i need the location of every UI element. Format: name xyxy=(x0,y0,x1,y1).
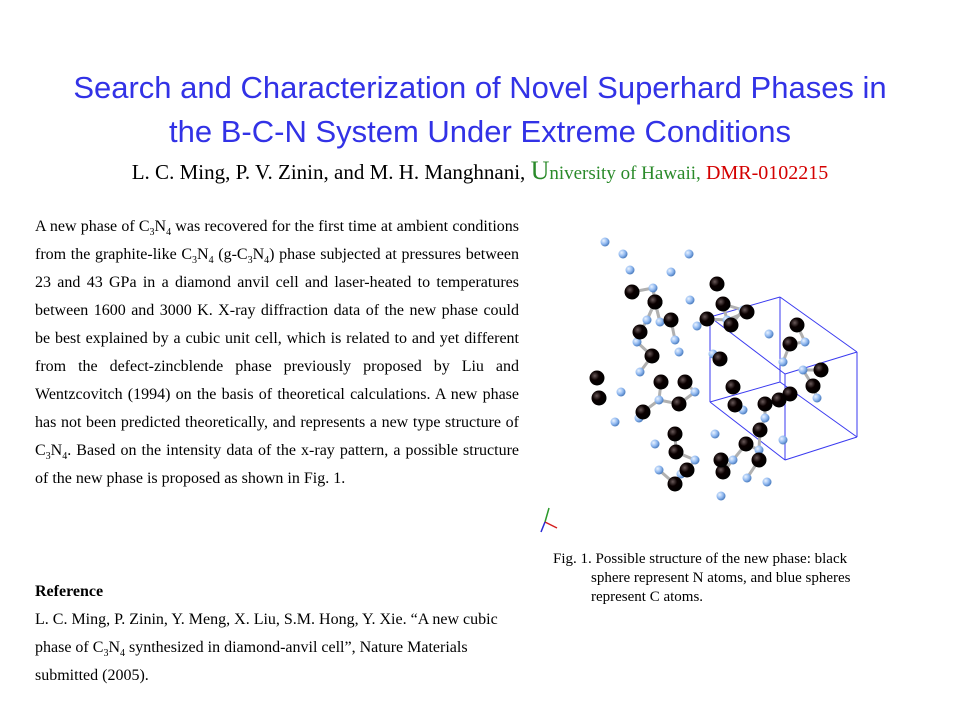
abstract-text: . Based on the intensity data of the x-ray pattern, a possible structure of the new phase is proposed as shown in Fig. 1. xyxy=(35,442,519,487)
carbon-atom xyxy=(765,330,774,339)
author-names: L. C. Ming, P. V. Zinin, and M. H. Manghnani, xyxy=(131,160,526,184)
abstract-text: N xyxy=(154,218,167,235)
abstract-text: was recovered for the first time at ambient conditions from the graphite-like C xyxy=(35,218,519,263)
abstract-text: (g-C xyxy=(213,246,248,263)
nitrogen-atom xyxy=(783,337,798,352)
nitrogen-atom xyxy=(668,427,683,442)
carbon-atom xyxy=(656,318,665,327)
axis-z-line xyxy=(541,522,545,532)
nitrogen-atom xyxy=(739,437,754,452)
carbon-atom xyxy=(651,440,660,449)
carbon-atom xyxy=(649,284,658,293)
unit-cell-edge xyxy=(785,437,857,460)
carbon-atom xyxy=(685,250,694,259)
crystal-structure-figure xyxy=(535,222,915,542)
subscript: 3 xyxy=(247,255,253,267)
carbon-atom xyxy=(655,466,664,475)
nitrogen-atom xyxy=(713,352,728,367)
nitrogen-atom xyxy=(710,277,725,292)
author-line xyxy=(0,156,960,189)
carbon-atom xyxy=(667,268,676,277)
nitrogen-atom xyxy=(724,318,739,333)
nitrogen-atom xyxy=(590,371,605,386)
carbon-atom xyxy=(779,358,788,367)
carbon-atom xyxy=(611,418,620,427)
carbon-atom xyxy=(601,238,610,247)
university-name: niversity of Hawaii, xyxy=(549,163,701,184)
nitrogen-atom xyxy=(790,318,805,333)
abstract-text: ) phase subjected at pressures between 23 and 43 GPa in a diamond anvil cell and laser-heated to temperatures between 1600 and 3000 K. X-ray diffraction data of the new phase could be best explained by a cubic unit cell, which is related to and yet different from the defect-zincblende phase previously proposed by Liu and Wentzcovitch (1994) on the basis of theoretical calculations. A new phase has not been predicted theoretically, and represents a new type structure of C xyxy=(35,246,519,459)
nitrogen-atom xyxy=(633,325,648,340)
nitrogen-atom xyxy=(728,398,743,413)
carbon-atom xyxy=(643,316,652,325)
nitrogen-atom xyxy=(814,363,829,378)
nitrogen-atom xyxy=(672,397,687,412)
nitrogen-atom xyxy=(636,405,651,420)
citation-text: L. C. Ming, P. Zinin, Y. Meng, X. Liu, S.M. Hong, Y. Xie. “A new cubic phase of C xyxy=(35,611,498,656)
subscript: 3 xyxy=(103,648,109,660)
university-initial: U xyxy=(530,156,550,185)
carbon-atom xyxy=(813,394,822,403)
nitrogen-atom xyxy=(726,380,741,395)
title-line-1: Search and Characterization of Novel Superhard Phases in xyxy=(73,70,887,105)
nitrogen-atom xyxy=(669,445,684,460)
caption-line-1: Fig. 1. Possible structure of the new phase: black xyxy=(553,551,848,567)
carbon-atom xyxy=(729,456,738,465)
carbon-atom xyxy=(763,478,772,487)
nitrogen-atom xyxy=(753,423,768,438)
subscript: 4 xyxy=(208,255,214,267)
figure-caption xyxy=(553,550,933,607)
subscript: 4 xyxy=(62,451,68,463)
nitrogen-atom xyxy=(648,295,663,310)
nitrogen-atom xyxy=(772,393,787,408)
axis-x-line xyxy=(545,522,557,528)
caption-line-2: sphere represent N atoms, and blue spheres xyxy=(591,570,851,586)
nitrogen-atom xyxy=(680,463,695,478)
title-line-2: the B-C-N System Under Extreme Conditions xyxy=(169,114,791,149)
nitrogen-atom xyxy=(654,375,669,390)
carbon-atom xyxy=(675,348,684,357)
carbon-atom xyxy=(617,388,626,397)
nitrogen-atom xyxy=(678,375,693,390)
nitrogen-atom xyxy=(714,453,729,468)
nitrogen-atom xyxy=(700,312,715,327)
nitrogen-atom xyxy=(740,305,755,320)
axis-y-line xyxy=(545,508,549,522)
caption-line-3: represent C atoms. xyxy=(591,589,704,605)
carbon-atom xyxy=(691,388,700,397)
abstract-text: A new phase of C xyxy=(35,218,150,235)
subscript: 4 xyxy=(166,227,172,239)
nitrogen-atom xyxy=(625,285,640,300)
nitrogen-atom xyxy=(592,391,607,406)
carbon-atom xyxy=(671,336,680,345)
abstract-text: N xyxy=(252,246,265,263)
carbon-atom xyxy=(743,474,752,483)
nitrogen-atom xyxy=(645,349,660,364)
abstract-paragraph xyxy=(35,213,519,493)
subscript: 3 xyxy=(45,451,51,463)
subscript: 4 xyxy=(264,255,270,267)
reference-heading: Reference xyxy=(35,583,104,600)
nitrogen-atom xyxy=(668,477,683,492)
abstract-text: N xyxy=(197,246,209,263)
nitrogen-atom xyxy=(716,297,731,312)
carbon-atom xyxy=(693,322,702,331)
carbon-atom xyxy=(626,266,635,275)
carbon-atom xyxy=(801,338,810,347)
subscript: 4 xyxy=(120,648,125,660)
grant-number: DMR-0102215 xyxy=(706,162,829,184)
carbon-atom xyxy=(711,430,720,439)
carbon-atom xyxy=(779,436,788,445)
carbon-atom xyxy=(761,414,770,423)
reference-citation xyxy=(35,606,519,690)
carbon-atom xyxy=(799,366,808,375)
carbon-atom xyxy=(655,396,664,405)
carbon-atom xyxy=(636,368,645,377)
nitrogen-atom xyxy=(806,379,821,394)
carbon-atom xyxy=(717,492,726,501)
nitrogen-atom xyxy=(752,453,767,468)
citation-text: N xyxy=(108,639,120,656)
subscript: 3 xyxy=(149,227,155,239)
subscript: 3 xyxy=(192,255,198,267)
citation-text: synthesized in diamond-anvil cell”, Nature Materials submitted (2005). xyxy=(35,639,468,684)
carbon-atom xyxy=(691,456,700,465)
abstract-text: N xyxy=(50,442,63,459)
carbon-atom xyxy=(686,296,695,305)
nitrogen-atom xyxy=(758,397,773,412)
carbon-atom xyxy=(619,250,628,259)
slide-title xyxy=(0,66,960,154)
nitrogen-atom xyxy=(664,313,679,328)
